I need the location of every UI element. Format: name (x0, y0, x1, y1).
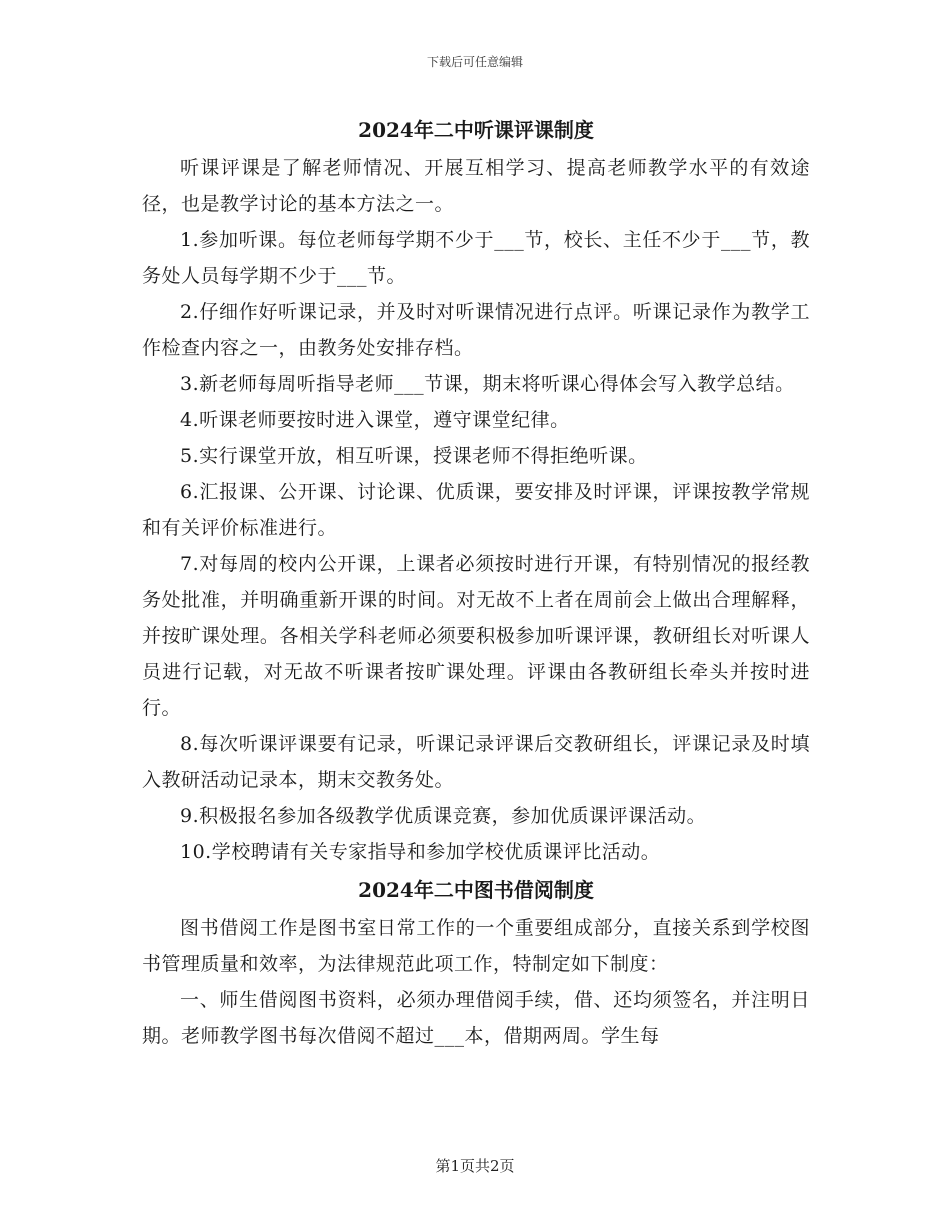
section1-item: 9.积极报名参加各级教学优质课竞赛，参加优质课评课活动。 (180, 805, 707, 827)
header-note: 下载后可任意编辑 (426, 55, 523, 69)
section1-item: 2.仔细作好听课记录，并及时对听课情况进行点评。听课记录作为教学工作检查内容之一，由教务处安排存档。 (142, 301, 810, 359)
section1-title: 2024年二中听课评课制度 (358, 118, 594, 142)
section1-intro: 听课评课是了解老师情况、开展互相学习、提高老师教学水平的有效途径，也是教学讨论的基本方法之一。 (142, 157, 810, 215)
document-body (142, 112, 810, 1054)
page-footer: 第1页共2页 (435, 1157, 515, 1175)
section1-item: 10.学校聘请有关专家指导和参加学校优质课评比活动。 (180, 841, 661, 863)
section1-item: 8.每次听课评课要有记录，听课记录评课后交教研组长，评课记录及时填入教研活动记录本，期末交教务处。 (142, 733, 810, 791)
section1-item: 7.对每周的校内公开课，上课者必须按时进行开课，有特别情况的报经教务处批准，并明确重新开课的时间。对无故不上者在周前会上做出合理解释，并按旷课处理。各相关学科老师必须要积极参加听课评课，教研组长对听课人员进行记载，对无故不听课者按旷课处理。评课由各教研组长牵头并按时进行。 (142, 553, 810, 719)
section1-item: 5.实行课堂开放，相互听课，授课老师不得拒绝听课。 (180, 445, 648, 467)
section2-item: 一、师生借阅图书资料，必须办理借阅手续，借、还均须签名，并注明日期。老师教学图书每次借阅不超过___本，借期两周。学生每 (142, 989, 810, 1047)
section2-intro: 图书借阅工作是图书室日常工作的一个重要组成部分，直接关系到学校图书管理质量和效率，为法律规范此项工作，特制定如下制度： (142, 917, 810, 975)
section1-item: 4.听课老师要按时进入课堂，遵守课堂纪律。 (180, 409, 570, 431)
section2-title: 2024年二中图书借阅制度 (358, 878, 594, 902)
section1-item: 6.汇报课、公开课、讨论课、优质课，要安排及时评课，评课按教学常规和有关评价标准进行。 (142, 481, 810, 539)
section1-item: 1.参加听课。每位老师每学期不少于___节，校长、主任不少于___节，教务处人员每学期不少于___节。 (142, 229, 810, 287)
section1-item: 3.新老师每周听指导老师___节课，期末将听课心得体会写入教学总结。 (180, 373, 795, 395)
